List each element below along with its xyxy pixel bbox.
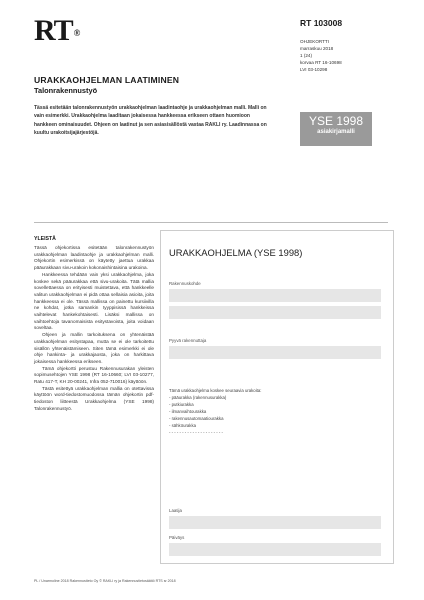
project-field	[169, 289, 381, 302]
document-title: URAKKAOHJELMAN LAATIMINEN	[34, 75, 180, 85]
date-label: Päiväys	[169, 535, 185, 540]
form-title: URAKKAOHJELMA (YSE 1998)	[169, 247, 303, 258]
client-field	[169, 346, 381, 359]
list-item: - putkiurakka	[169, 402, 194, 407]
list-item: - pääurakka (rakennusurakka)	[169, 395, 227, 400]
paragraph: Hankkeessa tehdään vain yksi urakkaohjelma, joka koskee sekä pääurakkaa että sivu-urakoita. Tätä mallia sovellettaessa on erityisesti muistettava, että hankkeelle valitun urakkaohjelman ei pidä ottaa sellaisia asioita, joita hankkeessa ei ole. Tässä mallissa on painettu kursiivilla ne kohdat, jotka samankin tyyppisissä hankkeissa vaihtelevat hankekohtaisesti. Lisäksi mallissa on vaihtoehtoja tavanomaisista esitystavoista, joita voidaan soveltaa.	[34, 271, 154, 331]
divider	[34, 222, 388, 223]
footer-text: PL / Unarmoline 2018 Rakennustieto Oy © RAKLI ry ja Rakennustietosäätiö RTS sr 2018	[34, 579, 176, 583]
date-field	[169, 543, 381, 556]
badge-sub: asiakirjamalli	[317, 129, 355, 135]
card-meta	[300, 38, 342, 73]
list-item: - sähköurakka	[169, 423, 196, 428]
list-item: - ilmanvaihtourakka	[169, 409, 207, 414]
list-item: - - - - - - - - - - - - - - - - - - - - -	[169, 430, 223, 435]
meta-line: OHJEKORTTI	[300, 39, 330, 44]
contract-list	[169, 387, 261, 436]
project-label: Rakennuskohde	[169, 281, 201, 286]
document-subtitle: Talonrakennustyö	[34, 86, 98, 95]
meta-line: LVI 03-10298	[300, 67, 328, 72]
intro-text: Tässä esitetään talonrakennustyön urakkaohjelman laadintaohje ja urakkaohjelman malli. Malli on vain esimerkki. Urakkaohjelma laaditaan jokaisessa hankkeessa erikseen ottaen huomioon hankkeen ominaisuudet. Ohjeen on laatinut ja sen asiasisällöstä vastaa RAKLI ry. Laadinnassa on kuultu urakoitsijajärjestöjä.	[34, 105, 267, 136]
paragraph: Tässä ohjekortissa esitetään talonrakennustyön urakkaohjelman laadintaohje ja urakkaohjelman malli. Ohjekortin esimerkissä on käytetty jaettua urakkaa pääurakkaan sivu-urakoin kokonaishintaisina urakoina.	[34, 245, 154, 271]
paragraph: Tämä ohjekortti perustuu Rakennusurakan yleisten sopimusehtojen YSE 1998 (RT 16-10660; LVI 03-10277, Ratu 417-T, KH 20-00241, Infra 052-710016) käyttöön.	[34, 365, 154, 385]
meta-line: marraskuu 2018	[300, 46, 334, 51]
list-heading: Tämä urakkaohjelma koskee seuraavia urakoita:	[169, 388, 262, 393]
paragraph: Ohjeen ja mallin tarkoituksena on yhtenäistää urakkaohjelman esitystapaa, mutta se ei ole tarkoitettu sisällön yhtenäistämiseen. Siten tämä esimerkki ei ole ohje hankinta- ja urakkajaosta, joka on harkittava jokaisessa hankkeessa erikseen.	[34, 332, 154, 364]
meta-line: 1 (24)	[300, 53, 313, 58]
meta-line: korvaa RT 16-10698	[300, 60, 342, 65]
form-preview	[160, 230, 394, 564]
drafter-label: Laatija	[169, 508, 182, 513]
section-heading: YLEISTÄ	[34, 236, 56, 242]
section-body	[34, 245, 154, 413]
card-code: RT 103008	[300, 18, 343, 28]
list-item: - rakennusautomaatiourakka	[169, 416, 224, 421]
project-field	[169, 306, 381, 319]
badge-main: YSE 1998	[308, 114, 364, 128]
client-label: Pyyvä rakennuttaja	[169, 338, 207, 343]
drafter-field	[169, 516, 381, 529]
paragraph: Tästä esitettyä urakkaohjelman mallia on otettavissa käyttöön word-tiedostomuodossa tämän ohjekortin pdf-tiedoston liitteestä Urakkaohjelma (YSE 1998) Talonrakennustyö.	[34, 385, 154, 411]
yse-badge	[300, 112, 372, 146]
rt-logo: RT®	[34, 14, 80, 47]
